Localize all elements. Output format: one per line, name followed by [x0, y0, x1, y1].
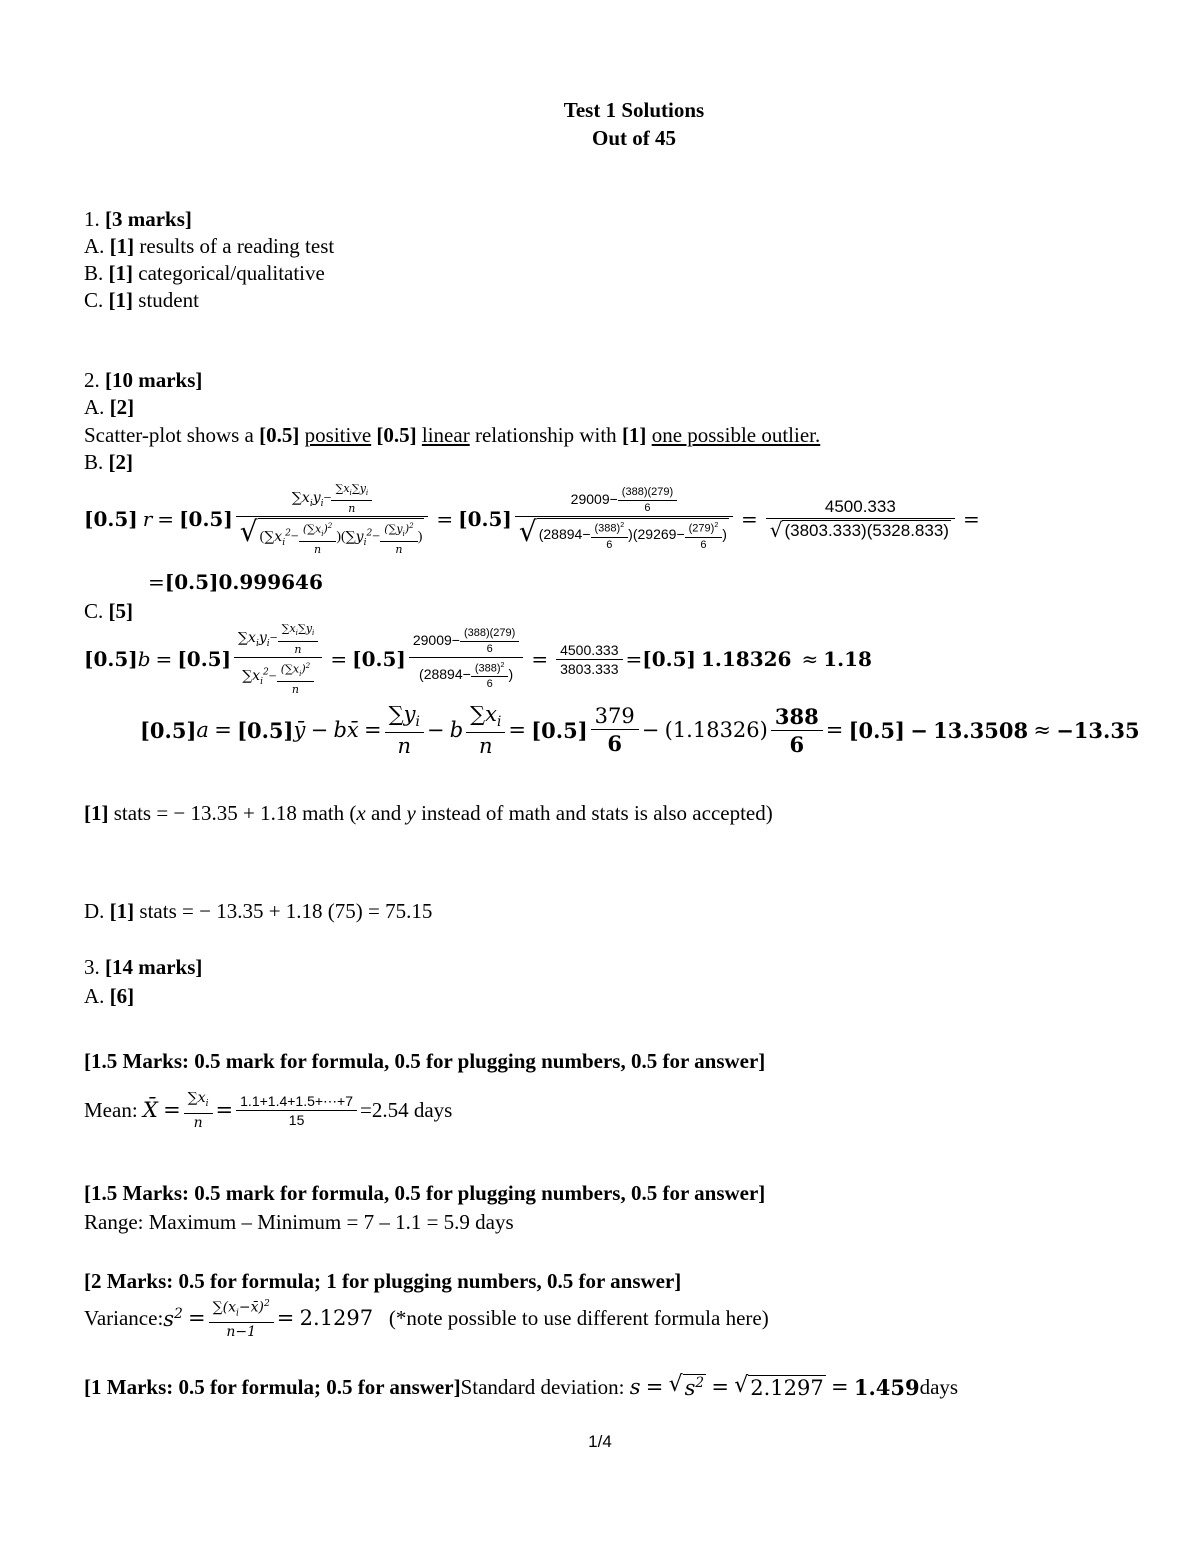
- q2-heading: 2. [10 marks]: [84, 368, 203, 392]
- q2-part-a: A. [2]: [84, 395, 135, 419]
- correlation-formula: [0.5] r = [0.5] $\sum x_iy_i-$ $\frac{\sum x_i\sum y_i}{n}$ √ ($\sum x_i^2-$ $\frac{(\sum x_i)^2}{n}$ )($\sum y_i^2-$ $\frac{(\sum y_i)^2}{n}$ ) = [0.5] 29009− $\frac{(388)(279)}{6}$ √ (28894− $\frac{(388)^2}{6}$ )(29269− $\frac{(279)^2}{6}$ ) = 4500.333 √ (3803.333)(5328.833) =: [84, 481, 980, 557]
- q1-heading: 1. [3 marks]: [84, 207, 192, 231]
- slope-formula: [0.5] b = [0.5] $\sum x_iy_i-$ $\frac{\sum x_i\sum y_i}{n}$ $\sum x_i^2-$ $\frac{(\sum x_i)^2}{n}$ = [0.5] 29009− $\frac{(388)(279)}{6}$ (28894− $\frac{(388)^2}{6}$ ) = $\frac{4500.333}{3803.333}$ = [0.5] 1.18326 ≈ 1.18: [84, 622, 872, 696]
- page-number: 1/4: [588, 1432, 612, 1451]
- correlation-result: = [0.5] 0.999646: [148, 570, 323, 594]
- standard-deviation: [1 Marks: 0.5 for formula; 0.5 for answer] Standard deviation: s = √ $s^2$ = √ 2.1297 = 1.459 days: [84, 1372, 959, 1400]
- intercept-formula: [0.5] a = [0.5] ȳ − bx̄ = $\frac{\sum y_i}{n}$ − b $\frac{\sum x_i}{n}$ = [0.5] $\frac{379}{6}$ − (1.18326) $\frac{388}{6}$ = [0.5] − 13.3508 ≈ − 13.35: [140, 702, 1140, 758]
- variance-formula: Variance: $s^2$ = $\frac{\sum(x_i-x̄)^2}{n-1}$ = 2.1297 (*note possible to use different formula here): [84, 1296, 769, 1340]
- page-subtitle: Out of 45: [592, 126, 676, 150]
- range-answer: Range: Maximum – Minimum = 7 – 1.1 = 5.9 days: [84, 1210, 514, 1234]
- q2-scatter-answer: Scatter-plot shows a [0.5] positive [0.5] linear relationship with [1] one possible outlier.: [84, 423, 821, 447]
- q1-part-c: C. [1] student: [84, 288, 199, 312]
- q1-part-b: B. [1] categorical/qualitative: [84, 261, 325, 285]
- mean-formula: Mean: X̄ = $\frac{\sum x_i}{n}$ = $\frac{1.1+1.4+1.5+\cdots+7}{15}$ =2.54 days: [84, 1090, 453, 1131]
- page-title: Test 1 Solutions: [563, 98, 705, 122]
- regression-equation: [1] stats = − 13.35 + 1.18 math (x and y instead of math and stats is also accepted): [84, 801, 773, 825]
- variance-marks-note: [2 Marks: 0.5 for formula; 1 for plugging numbers, 0.5 for answer]: [84, 1269, 682, 1293]
- q2-part-b: B. [2]: [84, 450, 134, 474]
- q3-part-a: A. [6]: [84, 984, 135, 1008]
- q2-part-c: C. [5]: [84, 599, 134, 623]
- q3-heading: 3. [14 marks]: [84, 955, 203, 979]
- q2-part-d: D. [1] stats = − 13.35 + 1.18 (75) = 75.15: [84, 899, 433, 923]
- range-marks-note: [1.5 Marks: 0.5 mark for formula, 0.5 for plugging numbers, 0.5 for answer]: [84, 1181, 766, 1205]
- mean-marks-note: [1.5 Marks: 0.5 mark for formula, 0.5 for plugging numbers, 0.5 for answer]: [84, 1049, 766, 1073]
- q1-part-a: A. [1] results of a reading test: [84, 234, 335, 258]
